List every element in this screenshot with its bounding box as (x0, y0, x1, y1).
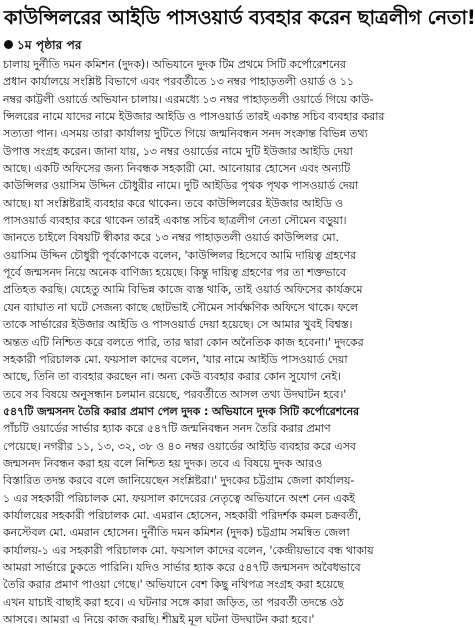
body-line: উপাত্ত সংগ্রহ করেন। জানা যায়, ১৩ নম্বর ওয়ার্ডের নামে দুটি ইউজার আইডি দেয়া (3, 144, 353, 158)
body-line: চালায় দুর্নীতি দমন কমিশন (দুদক)। অভিযানে দুদক টিম প্রথমে সিটি কর্পোরেশনের (3, 58, 346, 71)
body-line: কাউন্সিলর ওয়াসিম উদ্দিন চৌধুরীর নামে। দুটি আইডির পৃথক পৃথক পাসওয়ার্ড দেয়া (3, 179, 359, 193)
body-line: আছে, তিনি তা ব্যবহার করছেন না। অন্য কেউ ব্যবহার করার কোন সুযোগ নেই। (3, 370, 341, 384)
body-line: সত্যতা পান। এসময় তারা কার্যালয় দুটিতে গিয়ে জন্মনিবন্ধন সনদ সংক্রান্ত বিভিন্ন তথ্য (3, 127, 368, 141)
body-line: ১ এর সহকারী পরিচালক মো. ফয়সাল কাদেরের নেতৃত্বে অভিযানে অংশ নেন একই (3, 491, 355, 505)
body-line: পূর্বে জন্মসনদ নিয়ে অনেক বাণিজ্য হয়েছে। কিন্তু দায়িত্ব গ্রহণের পর তা শক্তভাবে (3, 266, 347, 280)
body-line: অন্তত এটি নিশ্চিত করে বলতে পারি, তার দ্বারা কোন অনৈতিক কাজ হবেনা।' দুদকের (3, 335, 364, 349)
continued-from-label: ১ম পৃষ্ঠার পর (17, 38, 82, 52)
body-line: পাঁচটি ওয়ার্ডের সার্ভার হ্যাক করে ৫৪৭টি জন্মনিবন্ধন সনদ তৈরি করার প্রমাণ (3, 422, 331, 436)
body-line: পেয়েছে। নগরীর ১১, ১৩, ৩২, ৩৮ ও ৪০ নম্বর ওয়ার্ডের আইডি ব্যবহার করে এসব (3, 439, 356, 453)
body-line: বিস্তারিত তদন্ত করবে বলে জানিয়েছেন সংশ্লিষ্টরা।' দুদকের চট্টগ্রাম জেলা কার্যালয়- (3, 474, 355, 488)
body-line: জন্মসনদ নিবন্ধন করা হয় বলে নিশ্চিত হয় দুদক। তবে এ বিষয়ে দুদক আরও (3, 456, 323, 470)
continued-from-marker (4, 36, 82, 54)
body-line: প্রধান কার্যালয়ে সংশ্লিষ্ট বিভাগে এবং পরবর্তীতে ১৩ নম্বর পাহাড়তলী ওয়ার্ড ও ১১ (3, 75, 354, 89)
body-line: এখন যাচাই বাছাই করা হবে। এ ঘটনার সঙ্গে কারা জড়িত, তা পরবর্তী তদন্তে ওঠ (3, 595, 344, 609)
body-line: আসবে। আমরা এ নিয়ে কাজ করছি। শীঘ্রই মূল ঘটনা উদঘাটন করা হবে।' (3, 613, 315, 626)
body-line: জানতে চাইলে বিষয়টি স্বীকার করে ১৩ নম্বর পাহাড়তলী ওয়ার্ড কাউন্সিলর মো. (3, 231, 339, 245)
body-line: পাসওয়ার্ড ব্যবহার করে থাকেন তারই একান্ত সচিব ছাত্রলীগ নেতা সৌমেন বড়ুয়া। (3, 214, 347, 228)
subheading-line: ৫৪৭টি জন্মসনদ তৈরি করার প্রমাণ পেল দুদক : অভিযানে দুদক সিটি কর্পোরেশনের (3, 404, 359, 418)
body-line: ন্সিলরের নামে যাদের নামে ইউজার আইডি ও পাসওয়ার্ড তারই একান্ত সচিব ব্যবহার করার (3, 110, 385, 124)
body-line: আছে। যা সংশ্লিষ্টরাই ব্যবহার করে থাকেন। তবে কাউন্সিলরের ইউজার আইডি ও (3, 196, 343, 210)
body-line: যেন ব্যাঘাত না ঘটে সেজন্য কাছে ছোটভাই সৌমেন সার্বক্ষণিক অফিসে থাকে। ফলে (3, 300, 359, 314)
body-line: কনস্টেবল মো. এমরান হোসেন। দুর্নীতি দমন কমিশন (দুদক) চট্টগ্রাম সমন্বিত জেলা (3, 526, 350, 540)
body-line: ওয়াসিম উদ্দিন চৌধুরী পূর্বকোণকে বলেন, 'কাউন্সিলর হিসেবে আমি দায়িত্ব গ্রহণের (3, 248, 357, 262)
body-line: আমরা সার্ভারে ঢুকতে পারিনি। যদিও সার্ভার হ্যাক করে ৫৪৭টি জন্মসনদ অবৈধভাবে (3, 560, 361, 574)
body-line: কার্যালয়ের সহকারী পরিচালক মো. এমরান হোসেন, সহকারী পরিদর্শক কমল চক্রবর্তী, (3, 508, 362, 522)
body-line: কার্যালয়-১ এর সহকারী পরিচালক মো. ফয়সাল কাদের বলেন, 'কেন্দ্রীয়ভাবে বন্ধ থাকায় (3, 543, 374, 557)
body-line: তৈরি করার প্রমাণ পাওয়া গেছে।' অভিযানে বেশ কিছু নথিপত্র সংগ্রহ করা হয়েছে (3, 578, 344, 592)
bullet-dot-icon (4, 40, 13, 49)
body-line: আছে। একটি অফিসের জন্য নিবন্ধক সহকারী মো. আনোয়ার হোসেন এবং অন্যটি (3, 162, 351, 176)
body-line: প্রতিহত করছি। যেহেতু আমি বিভিন্ন কাজে ব্যস্ত থাকি, তাই ওয়ার্ড অফিসের কার্যক্রমে (3, 283, 363, 297)
body-line: তবে সব বিষয়ে অনুসন্ধান চলমান রয়েছে, পরবর্তীতে আসল তথ্য উদঘাটন হবে।' (3, 387, 347, 401)
headline: কাউন্সিলরের আইডি পাসওয়ার্ড ব্যবহার করেন ছাত্রলীগ নেতা! (4, 6, 475, 29)
body-line: সহকারী পরিচালক মো. ফয়সাল কাদের বলেন, 'যার নামে আইডি পাসওয়ার্ড দেয়া (3, 352, 348, 366)
body-line: তাকে সার্ভারের ইউজার আইডি ও পাসওয়ার্ড দেয়া হয়েছে। সে আমার খুবই বিশ্বস্ত। (3, 318, 353, 332)
body-line: নম্বর কাট্টলী ওয়ার্ডে অভিযান চালায়। এরমধ্যে ১৩ নম্বর পাহাড়তলী ওয়ার্ডে গিয়ে কাউ- (3, 92, 374, 106)
article-body (3, 56, 472, 628)
